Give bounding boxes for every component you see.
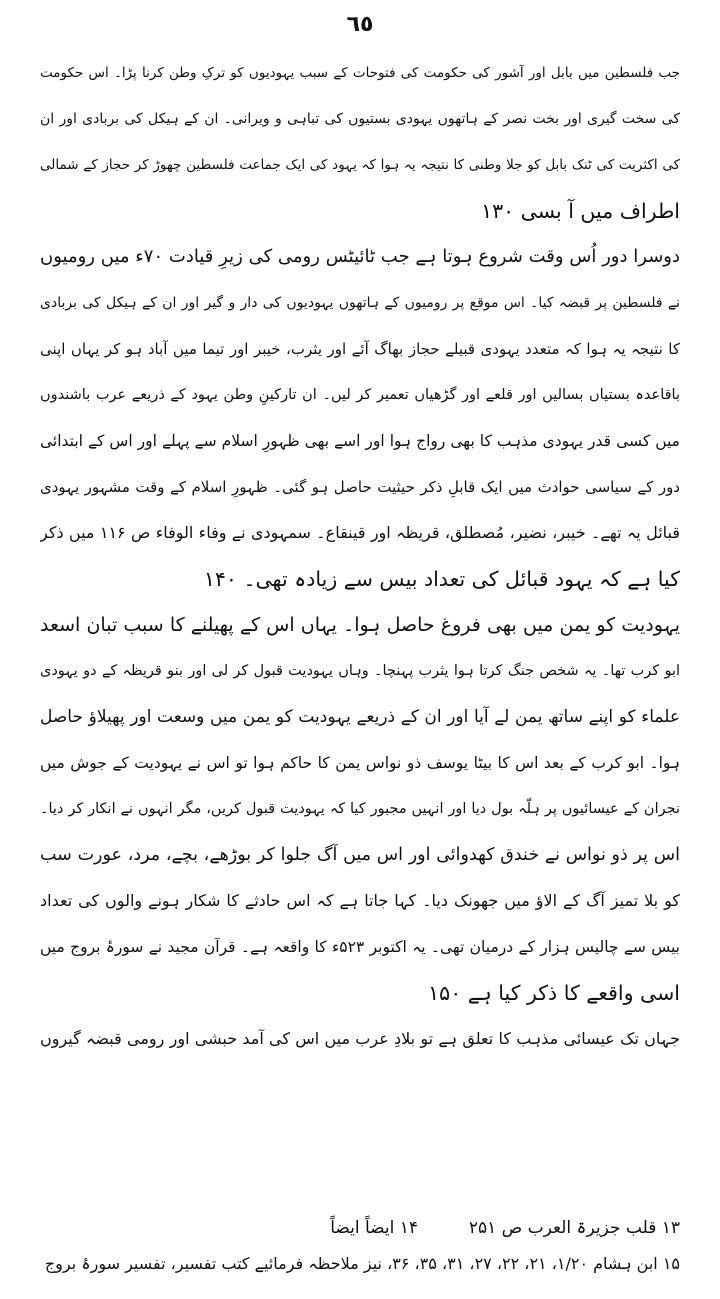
- text-line: کا نتیجہ یہ ہوا کہ متعدد یہودی قبیلے حجاز بھاگ آئے اور یثرب، خیبر اور تیما میں آباد ہو کر یہاں اپنی: [40, 340, 680, 358]
- footnotes: [40, 1210, 680, 1282]
- text-line: نے فلسطین پر قبضہ کیا۔ اس موقع پر رومیوں کے ہاتھوں یہودیوں کی دار و گیر اور ان کے ہیکل کی بربادی: [40, 295, 680, 311]
- body-text: [40, 50, 680, 1062]
- text-line: جب فلسطین میں بابل اور آشور کی حکومت کی فتوحات کے سبب یہودیوں کو ترکِ وطن کرنا پڑا۔ اس حکومت: [40, 65, 680, 81]
- page-number: ٦٥: [346, 12, 374, 37]
- text-line: نجران کے عیسائیوں پر ہلّہ بول دیا اور انہیں مجبور کیا کہ یہودیت قبول کریں، مگر انہوں نے انکار کر دیا۔: [40, 801, 680, 817]
- paragraph: [40, 50, 680, 234]
- text-line: دور کے سیاسی حوادث میں ایک قابلِ ذکر حیثیت حاصل ہو گئی۔ ظہورِ اسلام کے وقت مشہور یہودی: [40, 478, 680, 496]
- text-line: اطراف میں آ بسی ۱۳۰: [481, 199, 680, 223]
- text-line: بیس سے چالیس ہزار کے درمیان تھی۔ یہ اکتوبر ۵۲۳ء کا واقعہ ہے۔ قرآن مجید نے سورۂ بروج میں: [40, 938, 680, 956]
- text-line: ہوا۔ ابو کرب کے بعد اس کا بیٹا یوسف ذو نواس یمن کا حاکم ہوا تو اس نے یہودیت کے جوش میں: [40, 754, 680, 772]
- text-line: اسی واقعے کا ذکر کیا ہے ۱۵۰: [428, 981, 680, 1005]
- text-line: یہودیت کو یمن میں بھی فروغ حاصل ہوا۔ یہاں اس کے پھیلنے کا سبب تبان اسعد: [40, 614, 680, 636]
- text-line: میں کسی قدر یہودی مذہب کا بھی رواج ہوا اور اسے بھی ظہورِ اسلام سے پہلے اور اس کے ابتدائی: [40, 432, 680, 450]
- text-line: اس پر ذو نواس نے خندق کھدوائی اور اس میں آگ جلوا کر بوڑھے، بچے، مرد، عورت سب: [40, 845, 680, 865]
- text-line: قبائل یہ تھے۔ خیبر، نضیر، مُصطلق، قریظہ اور قینقاع۔ سمہودی نے وفاء الوفاء ص ۱۱۶ میں ذکر: [40, 523, 680, 542]
- paragraph: [40, 234, 680, 602]
- text-line: باقاعدہ بستیاں بسالیں اور قلعے اور گڑھیاں تعمیر کر لیں۔ ان تارکینِ وطن یہود کے ذریعے عرب باشندوں: [40, 387, 680, 403]
- footnote-line: [40, 1246, 680, 1282]
- text-line: کیا ہے کہ یہود قبائل کی تعداد بیس سے زیادہ تھی۔ ۱۴۰: [203, 567, 680, 591]
- text-line: علماء کو اپنے ساتھ یمن لے آیا اور ان کے ذریعے یہودیت کو یمن میں وسعت اور پھیلاؤ حاصل: [40, 707, 680, 727]
- text-line: دوسرا دور اُس وقت شروع ہوتا ہے جب ٹائیٹس رومی کی زیرِ قیادت ۷۰ء میں رومیوں: [40, 246, 680, 267]
- paragraph: [40, 602, 680, 1016]
- text-line: جہاں تک عیسائی مذہب کا تعلق ہے تو بلادِ عرب میں اس کی آمد حبشی اور رومی قبضہ گیروں: [40, 1029, 680, 1048]
- text-line: ابو کرب تھا۔ یہ شخص جنگ کرتا ہوا یثرب پہنچا۔ وہاں یہودیت قبول کر لی اور بنو قریظہ کے دو یہودی: [40, 663, 680, 679]
- footnote: ۱۵ ابن ہشام ۱/۲۰، ۲۱، ۲۲، ۲۷، ۳۱، ۳۵، ۳۶، نیز ملاحظہ فرمائیے کتب تفسیر، تفسیر سورۂ بروج: [44, 1254, 680, 1273]
- footnote-line: [40, 1210, 680, 1246]
- text-line: کی سخت گیری اور بخت نصر کے ہاتھوں یہودی بستیوں کی تباہی و ویرانی۔ ان کے ہیکل کی بربادی اور ان: [40, 111, 680, 127]
- footnote: ۱۴ ایضاً ایضاً: [330, 1218, 419, 1238]
- paragraph: [40, 1016, 680, 1062]
- text-line: کی اکثریت کی ٹنک بابل کو جلا وطنی کا نتیجہ یہ ہوا کہ یہود کی ایک جماعت فلسطین چھوڑ کر حجاز کے شمالی: [40, 157, 680, 173]
- footnote: ۱۳ قلب جزیرۃ العرب ص ۲۵۱: [468, 1218, 680, 1238]
- text-line: کو بلا تمیز آگ کے الاؤ میں جھونک دیا۔ کہا جاتا ہے کہ اس حادثے کا شکار ہونے والوں کی تعداد: [40, 891, 680, 910]
